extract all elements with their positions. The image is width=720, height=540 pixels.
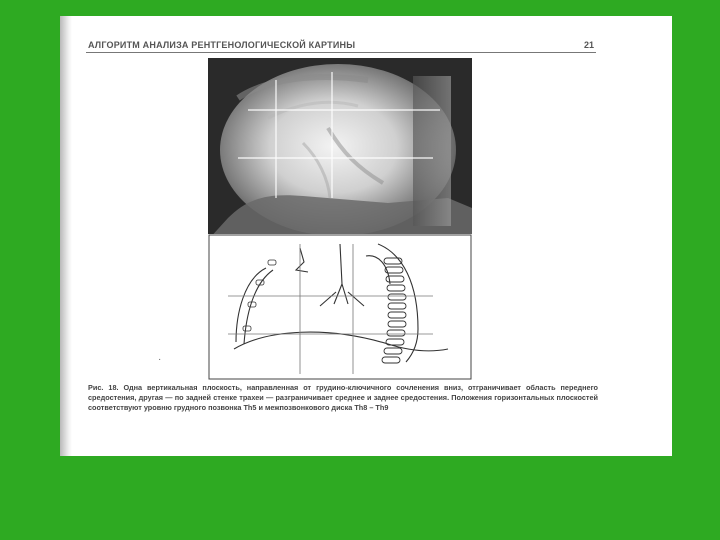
mediastinum-schematic-drawing — [208, 234, 472, 380]
chest-xray-image — [208, 58, 472, 240]
spine-shadow — [413, 76, 451, 226]
figure-dot-mark: · — [158, 354, 162, 365]
header-rule — [86, 52, 596, 53]
figure-caption: Рис. 18. Одна вертикальная плоскость, направленная от грудино-ключичного сочленения вниз, отграничивает область переднего средостения, другая — по задней стенке трахеи — разграничивает среднее и заднее средостения. Положения горизонтальных плоскостей соответствуют уровню грудного позвонка Th5 и межпозвонкового диска Th8 – Th9 — [88, 383, 598, 412]
running-header-title: АЛГОРИТМ АНАЛИЗА РЕНТГЕНОЛОГИЧЕСКОЙ КАРТИНЫ — [88, 40, 356, 50]
page-shadow-edge — [60, 16, 72, 456]
document-page — [60, 16, 672, 456]
page-number: 21 — [584, 40, 595, 50]
